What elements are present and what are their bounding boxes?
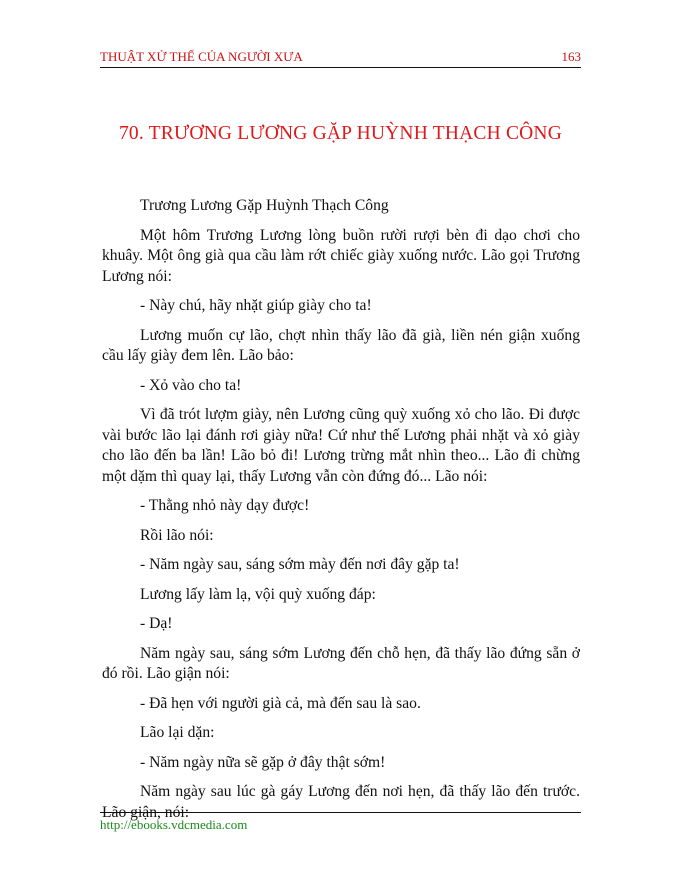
paragraph: Năm ngày sau lúc gà gáy Lương đến nơi hẹn, đã thấy lão đến trước. Lão giận, nói: — [102, 783, 580, 821]
header-divider — [100, 67, 581, 68]
chapter-title: 70. TRƯƠNG LƯƠNG GẶP HUỲNH THẠCH CÔNG — [118, 123, 563, 144]
paragraph: - Đã hẹn với người già cả, mà đến sau là sao. — [140, 694, 421, 712]
paragraph: Trương Lương Gặp Huỳnh Thạch Công — [140, 197, 389, 214]
paragraph: Một hôm Trương Lương lòng buồn rười rượi bèn đi dạo chơi cho khuây. Một ông già qua cầu làm rớt chiếc giày xuống nước. Lão gọi Trương Lương nói: — [102, 226, 580, 285]
paragraph: - Xỏ vào cho ta! — [140, 376, 242, 394]
paragraph: - Thằng nhỏ này dạy được! — [140, 497, 310, 514]
paragraph: Rồi lão nói: — [140, 526, 214, 544]
paragraph: - Năm ngày sau, sáng sớm mày đến nơi đây gặp ta! — [140, 556, 460, 573]
footer-url-link[interactable]: http://ebooks.vdcmedia.com — [100, 817, 248, 832]
body-text — [102, 196, 580, 823]
running-header — [100, 49, 581, 67]
running-title: THUẬT XỬ THẾ CỦA NGƯỜI XƯA — [100, 49, 303, 64]
paragraph: Năm ngày sau, sáng sớm Lương đến chỗ hẹn, đã thấy lão đứng sẵn ở đó rồi. Lão giận nói: — [102, 644, 580, 682]
paragraph: - Dạ! — [140, 615, 173, 632]
paragraph: Lương muốn cự lão, chợt nhìn thấy lão đã già, liền nén giận xuống cầu lấy giày đem lên. Lão bảo: — [102, 326, 580, 364]
paragraph: - Năm ngày nữa sẽ gặp ở đây thật sớm! — [140, 753, 386, 771]
paragraph: Vì đã trót lượm giày, nên Lương cũng quỳ xuống xỏ cho lão. Đi được vài bước lão lại đánh rơi giày nữa! Cứ như thế Lương phải nhặt và xỏ giày cho lão đến ba lần! Lão bỏ đi! Lương trừng mắt nhìn theo... Lão đi chừng một dặm thì quay lại, thấy Lương vẫn còn đứng đó... Lão nói: — [102, 406, 580, 485]
paragraph: - Này chú, hãy nhặt giúp giày cho ta! — [140, 297, 372, 314]
paragraph: Lương lấy làm lạ, vội quỳ xuống đáp: — [140, 585, 376, 603]
page-number: 163 — [561, 49, 581, 64]
footer-divider — [100, 812, 581, 813]
paragraph: Lão lại dặn: — [140, 724, 215, 741]
